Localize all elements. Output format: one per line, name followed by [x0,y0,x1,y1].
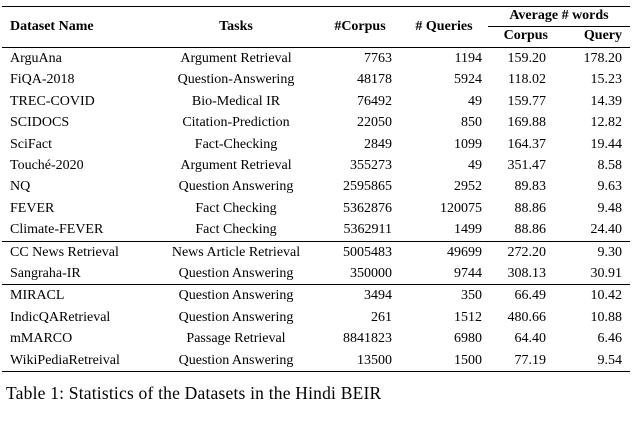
table-cell: 5362911 [343,222,392,238]
table-cell: 15.23 [590,72,622,88]
table-cell: 6.46 [597,331,622,347]
table-cell: 12.82 [590,115,622,131]
table-cell: Argument Retrieval [180,158,292,174]
table-row [2,134,630,155]
table-cell: 8841823 [343,331,392,347]
table-cell: 308.13 [507,266,546,282]
table-cell: 1512 [454,309,482,325]
table-section [2,241,630,285]
table-cell: 49699 [447,244,482,260]
table-cell: 1194 [454,51,482,66]
table-cell: IndicQARetrieval [10,309,111,325]
table-cell: 9744 [454,266,482,282]
col-header-tasks: Tasks [219,19,253,34]
table-row [2,219,630,241]
table-row [2,241,630,263]
table-cell: 5005483 [343,244,392,260]
table-cell: 1499 [454,222,482,238]
table-cell: 2595865 [343,179,392,195]
table-cell: 351.47 [507,158,546,174]
table-cell: 2849 [364,136,392,152]
table-cell: MIRACL [10,288,65,304]
table-cell: 64.40 [514,331,546,347]
table-cell: 14.39 [590,93,622,109]
table-cell: Fact-Checking [194,136,278,152]
table-cell: News Article Retrieval [171,244,301,260]
table-cell: mMARCO [10,331,73,347]
table-cell: TREC-COVID [10,93,95,109]
table-cell: 3494 [364,288,392,304]
table-cell: Question Answering [178,352,294,368]
table-cell: 88.86 [514,222,546,238]
table-cell: 77.19 [514,352,546,368]
table-cell: 49 [468,93,482,109]
table-cell: 169.88 [507,115,546,131]
col-header-avg-query: Query [583,28,622,43]
table-cell: 480.66 [507,309,546,325]
table-cell: Question Answering [178,288,294,304]
table-cell: 350000 [350,266,392,282]
table-cell: 7763 [364,51,392,66]
table-cell: 159.77 [507,93,546,109]
table-cell: Bio-Medical IR [191,93,281,109]
table-cell: 164.37 [507,136,546,152]
table-cell: 10.88 [590,309,622,325]
table-row [2,285,630,307]
table-cell: 9.48 [597,200,622,216]
table-cell: Climate-FEVER [10,222,104,238]
table-cell: 120075 [440,200,482,216]
table-cell: 1099 [454,136,482,152]
table-cell: SCIDOCS [10,115,70,131]
table-cell: 118.02 [508,72,546,88]
table-cell: 49 [468,158,482,174]
table-cell: 850 [461,115,482,131]
table-cell: 2952 [454,179,482,195]
table-cell: 10.42 [590,288,622,304]
table-cell: FiQA-2018 [10,72,75,88]
table-cell: 261 [371,309,392,325]
table-row [2,307,630,328]
table-cell: Question Answering [178,179,294,195]
table-caption: Table 1: Statistics of the Datasets in the Hindi BEIR [6,383,382,404]
table-cell: NQ [10,179,31,195]
table-cell: Question-Answering [177,72,295,88]
col-header-avg-words: Average # words [488,7,630,27]
table-cell: 9.30 [597,244,622,260]
table-cell: Argument Retrieval [180,51,292,66]
table-row [2,91,630,112]
table-cell: 48178 [357,72,392,88]
table-cell: Fact Checking [195,200,277,216]
table-cell: Question Answering [178,309,294,325]
table-row [2,328,630,349]
table-header [2,7,630,48]
table-row [2,176,630,197]
paper-page [0,6,632,428]
table-cell: 5924 [454,72,482,88]
table-cell: Touché-2020 [10,158,84,174]
table-cell: 24.40 [590,222,622,238]
table-cell: Passage Retrieval [186,331,286,347]
table-cell: 178.20 [583,51,622,66]
col-header-corpus: #Corpus [334,19,386,34]
table-section [2,285,630,372]
table-cell: FEVER [10,200,55,216]
table-row [2,198,630,219]
table-cell: 76492 [357,93,392,109]
col-header-queries: # Queries [415,19,473,34]
table-cell: 66.49 [514,288,546,304]
dataset-statistics-table [2,6,630,372]
table-cell: Fact Checking [195,222,277,238]
table-cell: Question Answering [178,266,294,282]
table-cell: 355273 [350,158,392,174]
table-cell: 272.20 [507,244,546,260]
table-cell: Sangraha-IR [10,266,81,282]
table-cell: 88.86 [514,200,546,216]
table-cell: WikiPediaRetreival [10,352,120,368]
table-cell: 350 [461,288,482,304]
table-section [2,48,630,242]
table-row [2,263,630,285]
table-cell: SciFact [10,136,52,152]
table-cell: 1500 [454,352,482,368]
table-cell: 22050 [357,115,392,131]
col-header-dataset-name: Dataset Name [10,19,94,34]
table-row [2,350,630,372]
table-cell: 30.91 [590,266,622,282]
table-cell: CC News Retrieval [10,244,119,260]
table-cell: 13500 [357,352,392,368]
table-cell: 89.83 [514,179,546,195]
table-row [2,69,630,90]
table-cell: Citation-Prediction [182,115,290,131]
header-row-top [2,7,630,27]
table-cell: 9.54 [597,352,622,368]
table-cell: ArguAna [10,51,62,66]
table-row [2,48,630,70]
table-row [2,155,630,176]
table-cell: 6980 [454,331,482,347]
table-cell: 19.44 [590,136,622,152]
table-cell: 8.58 [597,158,622,174]
table-cell: 5362876 [343,200,392,216]
col-header-avg-corpus: Corpus [503,28,548,43]
table-cell: 159.20 [507,51,546,66]
table-row [2,112,630,133]
table-cell: 9.63 [597,179,622,195]
